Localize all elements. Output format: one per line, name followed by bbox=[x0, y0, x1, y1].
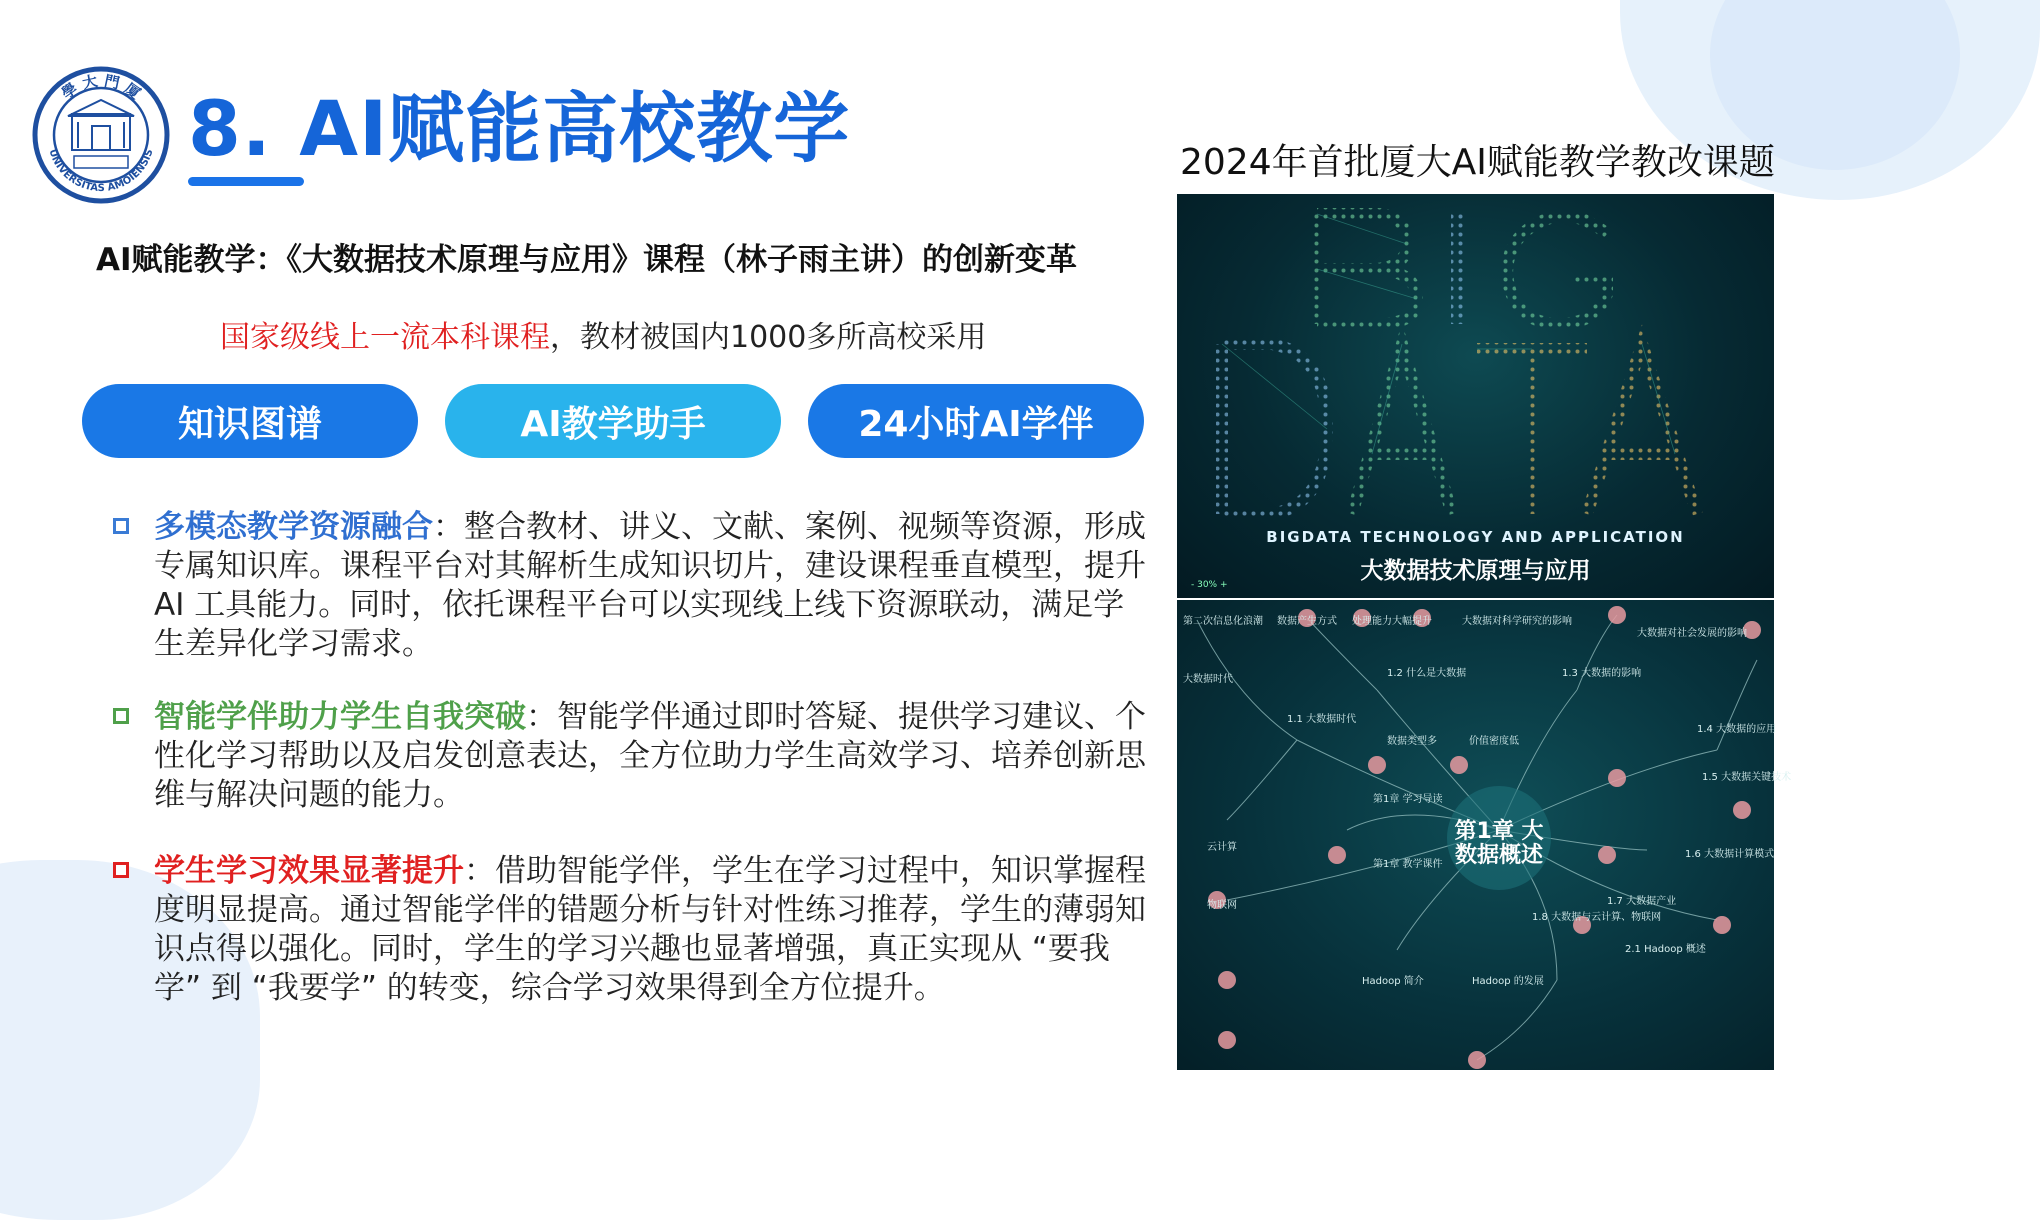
bullet-text bbox=[154, 698, 1154, 815]
bullet-heading: 多模态教学资源融合 bbox=[154, 509, 433, 545]
page-title: 8. AI赋能高校教学 bbox=[188, 84, 851, 173]
ai-study-companion-button[interactable]: 24小时AI学伴 bbox=[808, 384, 1144, 458]
bullet-text bbox=[154, 508, 1154, 664]
graph-node-label[interactable]: 1.7 大数据产业 bbox=[1607, 896, 1677, 907]
svg-text:UNIVERSITAS AMOIENSIS: UNIVERSITAS AMOIENSIS bbox=[46, 147, 156, 195]
checkbox-square-icon bbox=[113, 708, 129, 724]
graph-node-label[interactable]: 1.4 大数据的应用 bbox=[1697, 724, 1777, 735]
chapter-center-node[interactable]: 第1章 大数据概述 bbox=[1454, 819, 1544, 868]
graph-node-label[interactable]: 云计算 bbox=[1207, 842, 1237, 853]
graph-node-label[interactable]: 数据产生方式 bbox=[1277, 616, 1337, 627]
bullet-body: ：整合教材、讲义、文献、案例、视频等资源，形成专属知识库。课程平台对其解析生成知识切片，建设课程垂直模型，提升AI 工具能力。同时，依托课程平台可以实现线上线下资源联动，满足学生差异化学习需求。 bbox=[154, 509, 1146, 662]
graph-node-label[interactable]: 数据类型多 bbox=[1387, 736, 1437, 747]
section-subtitle: AI赋能教学：《大数据技术原理与应用》课程（林子雨主讲）的创新变革 bbox=[96, 242, 1078, 278]
tagline-rest: ，教材被国内1000多所高校采用 bbox=[550, 320, 987, 355]
graph-node-label[interactable]: 大数据时代 bbox=[1183, 674, 1233, 685]
graph-node-label[interactable]: 价值密度低 bbox=[1469, 736, 1519, 747]
graph-node-label[interactable]: 处理能力大幅提升 bbox=[1352, 616, 1432, 627]
title-underline bbox=[188, 177, 304, 186]
project-caption: 2024年首批厦大AI赋能教学教改课题 bbox=[1180, 142, 1775, 183]
bullet-heading: 学生学习效果显著提升 bbox=[154, 853, 464, 889]
graph-node-label[interactable]: 第1章 教学课件 bbox=[1373, 859, 1443, 870]
zoom-control[interactable]: - 30% + bbox=[1191, 580, 1228, 590]
tagline-highlight: 国家级线上一流本科课程 bbox=[220, 320, 550, 355]
cover-english-title: BIGDATA TECHNOLOGY AND APPLICATION bbox=[1266, 528, 1685, 546]
graph-node-label[interactable]: 1.5 大数据关键技术 bbox=[1702, 772, 1792, 783]
checkbox-square-icon bbox=[113, 862, 129, 878]
graph-node-label[interactable]: 第1章 学习导读 bbox=[1373, 794, 1443, 805]
bigdata-cover-image bbox=[1177, 194, 1774, 598]
checkbox-square-icon bbox=[113, 518, 129, 534]
graph-node-label[interactable]: 1.8 大数据与云计算、物联网 bbox=[1532, 912, 1662, 923]
university-seal-logo bbox=[32, 66, 170, 204]
knowledge-graph-button[interactable]: 知识图谱 bbox=[82, 384, 418, 458]
graph-node-label[interactable]: 1.1 大数据时代 bbox=[1287, 714, 1357, 725]
bullet-body: ：借助智能学伴，学生在学习过程中，知识掌握程度明显提高。通过智能学伴的错题分析与针对性练习推荐，学生的薄弱知识点得以强化。同时，学生的学习兴趣也显著增强，真正实现从 “要我学” 到 “我要学” 的转变，综合学习效果得到全方位提升。 bbox=[154, 853, 1146, 1006]
graph-node-label[interactable]: 1.2 什么是大数据 bbox=[1387, 668, 1467, 679]
graph-node-label[interactable]: 1.6 大数据计算模式 bbox=[1685, 849, 1775, 860]
graph-node-label[interactable]: 物联网 bbox=[1207, 900, 1237, 911]
course-tagline bbox=[220, 312, 986, 356]
bullet-text bbox=[154, 852, 1154, 1008]
knowledge-graph-image bbox=[1177, 600, 1792, 1070]
graph-node-label[interactable]: 大数据对社会发展的影响 bbox=[1637, 628, 1747, 639]
bullet-heading: 智能学伴助力学生自我突破 bbox=[154, 699, 526, 735]
cover-chinese-title: 大数据技术原理与应用 bbox=[1360, 558, 1591, 584]
graph-node-label[interactable]: 2.1 Hadoop 概述 bbox=[1625, 944, 1706, 955]
graph-node-label[interactable]: 1.3 大数据的影响 bbox=[1562, 668, 1642, 679]
graph-node-label[interactable]: Hadoop 简介 bbox=[1362, 976, 1424, 987]
bullet-body: ：智能学伴通过即时答疑、提供学习建议、个性化学习帮助以及启发创意表达，全方位助力学生高效学习、培养创新思维与解决问题的能力。 bbox=[154, 699, 1146, 813]
graph-node-label[interactable]: 大数据对科学研究的影响 bbox=[1462, 616, 1572, 627]
graph-node-label[interactable]: Hadoop 的发展 bbox=[1472, 976, 1544, 987]
svg-text:學 大 門 厦: 學 大 門 厦 bbox=[58, 71, 144, 103]
ai-teaching-assistant-button[interactable]: AI教学助手 bbox=[445, 384, 781, 458]
graph-node-label[interactable]: 第二次信息化浪潮 bbox=[1183, 616, 1263, 627]
